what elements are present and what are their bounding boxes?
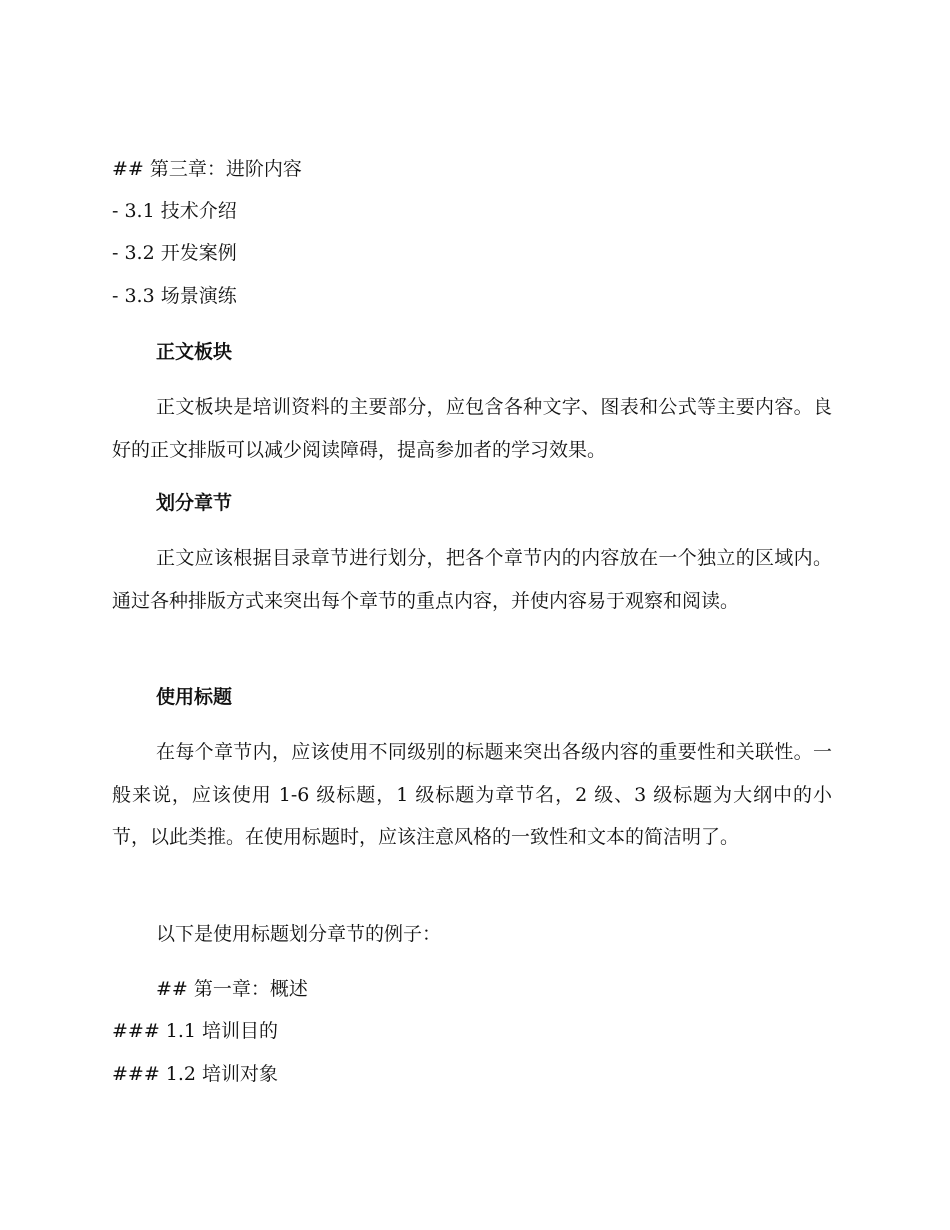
example-item: ### 1.2 培训对象: [112, 1063, 279, 1085]
section-body-main-body: 正文板块是培训资料的主要部分，应包含各种文字、图表和公式等主要内容。良好的正文排版可以减少阅读障碍，提高参加者的学习效果。: [112, 396, 832, 461]
example-intro: 以下是使用标题划分章节的例子：: [156, 923, 442, 945]
section-body-use-titles: 在每个章节内，应该使用不同级别的标题来突出各级内容的重要性和关联性。一般来说，应该使用 1-6 级标题，1 级标题为章节名，2 级、3 级标题为大纲中的小节，以此类推。在使用标题时，应该注意风格的一致性和文本的简洁明了。: [112, 741, 832, 848]
toc-chapter3: ## 第三章：进阶内容: [112, 158, 302, 180]
section-heading-main-body: 正文板块: [156, 341, 233, 363]
toc-item: - 3.1 技术介绍: [112, 200, 237, 222]
toc-item: - 3.2 开发案例: [112, 242, 237, 264]
section-body-divide-chapters: 正文应该根据目录章节进行划分，把各个章节内的内容放在一个独立的区域内。通过各种排版方式来突出每个章节的重点内容，并使内容易于观察和阅读。: [112, 547, 832, 612]
example-chapter1: ## 第一章：概述: [156, 978, 308, 1000]
toc-item: - 3.3 场景演练: [112, 285, 237, 307]
section-heading-divide-chapters: 划分章节: [156, 492, 233, 514]
example-item: ### 1.1 培训目的: [112, 1020, 279, 1042]
section-heading-use-titles: 使用标题: [156, 686, 233, 708]
